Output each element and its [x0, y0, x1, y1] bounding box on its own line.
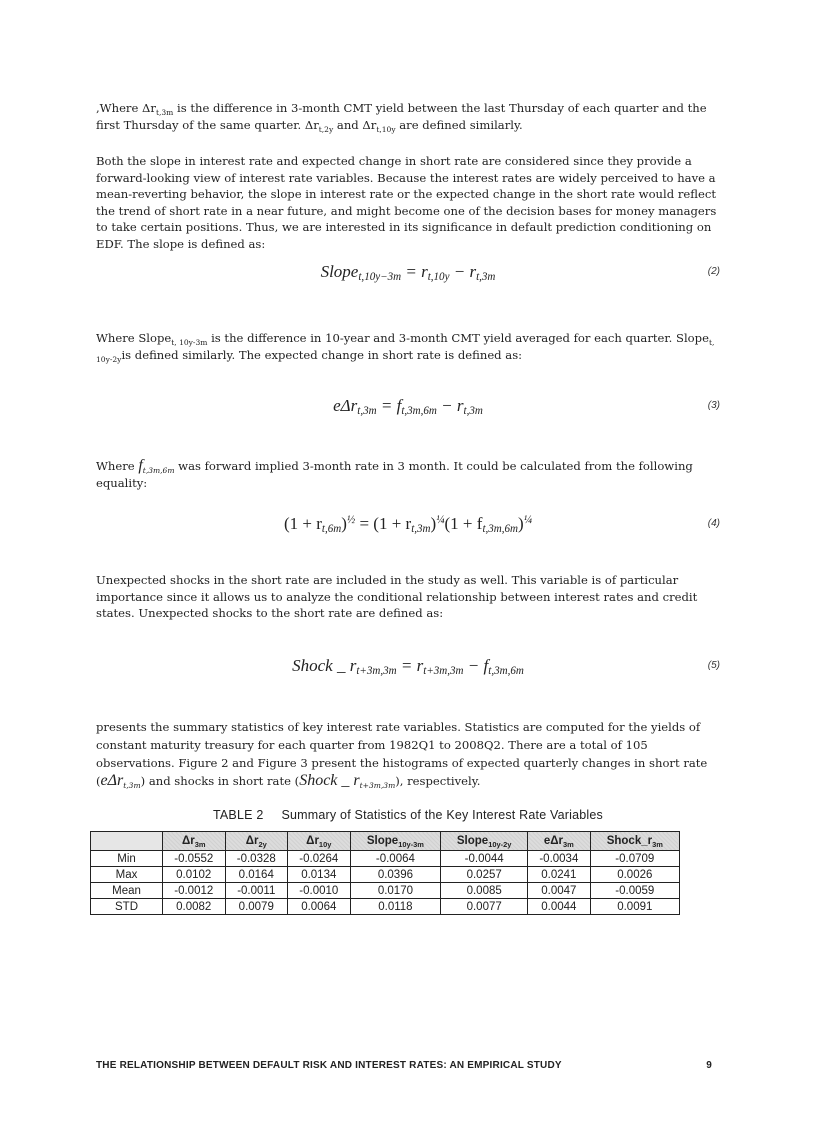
math-term: ) [341, 514, 347, 533]
equation-2 [96, 262, 720, 288]
math-term: = r [401, 262, 428, 281]
subscript: t,3m [463, 405, 483, 417]
equation-2-body [96, 262, 720, 282]
subscript: 2y [324, 124, 334, 134]
math-term: Shock _ r [299, 772, 360, 789]
text: ,Where Δr [96, 101, 156, 115]
paragraph-delta-definition [96, 100, 720, 133]
header-subscript: 3m [194, 840, 206, 849]
table-cell: 0.0091 [590, 899, 679, 915]
math-term: Shock _ r [292, 656, 357, 675]
table-cell: 0.0047 [528, 883, 591, 899]
math-term: Slope [320, 262, 359, 281]
table-title: Summary of Statistics of the Key Interest Rate Variables [281, 808, 603, 822]
subscript: t,3m,6m [482, 523, 519, 535]
footer-title: THE RELATIONSHIP BETWEEN DEFAULT RISK AND INTEREST RATES: AN EMPIRICAL STUDY [96, 1060, 562, 1071]
header-subscript: 2y [258, 840, 267, 849]
header-text: Δr [245, 835, 259, 847]
text: is the difference in 3-month CMT yield between the last Thursday of each quarter and the first Thursday of the same quarter. Δr [96, 101, 707, 132]
table-cell: -0.0328 [225, 851, 288, 867]
subscript: 3m [161, 108, 174, 117]
header-subscript: 10y [318, 840, 332, 849]
header-slope-10y-2y [441, 832, 528, 851]
table-cell: -0.0010 [288, 883, 351, 899]
table-cell: -0.0264 [288, 851, 351, 867]
table-cell: 0.0241 [528, 867, 591, 883]
equation-3 [96, 396, 720, 422]
text: ), respectively. [395, 774, 481, 788]
table-cell: 0.0077 [441, 899, 528, 915]
text: is defined similarly. The expected change in short rate is defined as: [121, 347, 523, 362]
table-row [91, 867, 680, 883]
subscript: t+3m,3m [359, 781, 396, 790]
header-text: eΔr [543, 835, 564, 847]
math-term: = (1 + r [355, 514, 412, 533]
subscript: t+3m,3m [356, 665, 397, 677]
table-cell: -0.0012 [163, 883, 226, 899]
equation-4-body [96, 514, 720, 534]
subscript: t,3m [476, 271, 496, 283]
table-cell: 0.0102 [163, 867, 226, 883]
superscript: ½ [346, 514, 356, 526]
table-row [91, 883, 680, 899]
subscript: t,10y [427, 271, 450, 283]
subscript: t,3m [411, 523, 431, 535]
math-term: − r [449, 262, 477, 281]
table-cell: 0.0044 [528, 899, 591, 915]
table-cell: 0.0064 [288, 899, 351, 915]
header-text: Shock_r [606, 835, 653, 847]
table-cell: -0.0552 [163, 851, 226, 867]
header-subscript: 3m [563, 840, 574, 849]
header-slope-10y-3m [350, 832, 441, 851]
table-cell: 0.0396 [350, 867, 441, 883]
row-label: Mean [91, 883, 163, 899]
subscript: t, [155, 108, 162, 117]
paragraph-unexpected-shocks: Unexpected shocks in the short rate are included in the study as well. This variable is of particular importance since it allows us to analyze the conditional relationship between interest rates and credit states. Unexpected shocks to the short rate are defined as: [96, 573, 698, 620]
equation-4 [96, 514, 720, 540]
subscript: t,6m [321, 523, 342, 535]
row-label: STD [91, 899, 163, 915]
table-cell: -0.0044 [441, 851, 528, 867]
text: was forward implied 3-month rate in 3 month. It could be calculated from the following equality: [96, 459, 693, 490]
text: presents the summary statistics of key interest rate variables. Statistics are computed for the yields of constant maturity treasury for each quarter from 1982Q1 to 2008Q2. There are a total of 105 observations. Figure 2 and Figure 3 present the histograms of expected quarterly changes in short rate ( [96, 720, 708, 788]
table-cell: -0.0059 [590, 883, 679, 899]
equation-3-body [96, 396, 720, 416]
text: Where Slope [96, 331, 172, 345]
header-subscript: 3m [652, 840, 663, 849]
header-e-delta-r-3m [528, 832, 591, 851]
math-term: = r [396, 656, 424, 675]
text: and Δr [333, 117, 377, 132]
text: are defined similarly. [395, 117, 523, 132]
header-blank [91, 832, 163, 851]
header-text: Δr [306, 835, 319, 847]
math-term: − r [436, 396, 464, 415]
math-term: eΔr [333, 396, 358, 415]
subscript: t, [376, 124, 382, 134]
equation-number: (3) [707, 400, 720, 411]
superscript: ¼ [436, 514, 445, 526]
subscript: t,3m [357, 405, 377, 417]
table-row [91, 851, 680, 867]
header-shock-r-3m [590, 832, 679, 851]
equation-5-body [96, 656, 720, 676]
paragraph-slope-motivation: Both the slope in interest rate and expected change in short rate are considered since they provide a forward-looking view of interest rate variables. Because the interest rates are widely perceived to have a mean-reverting behavior, the slope in interest rate or the expected change in the short rate would reflect the trend of short rate in a near future, and might become one of the decision bases for money managers to take certain positions. Thus, we are interested in its significance in default prediction conditioning on EDF. The slope is defined as: [96, 154, 717, 251]
subscript: t,10y−3m [358, 271, 402, 283]
header-subscript: 10y-3m [398, 840, 424, 849]
header-text: Slope [456, 835, 489, 847]
header-delta-r-2y [225, 832, 288, 851]
subscript: 10y [381, 124, 396, 134]
subscript: t, [318, 124, 325, 134]
math-term: (1 + f [444, 514, 483, 533]
table-cell: 0.0026 [590, 867, 679, 883]
equation-number: (5) [707, 660, 720, 671]
superscript: ¼ [523, 514, 533, 526]
header-delta-r-10y [288, 832, 351, 851]
subscript: t,3m,6m [142, 466, 175, 475]
table-cell: 0.0079 [225, 899, 288, 915]
table-cell: 0.0257 [441, 867, 528, 883]
math-term: = f [376, 396, 402, 415]
text: is the difference in 10-year and 3-month CMT yield averaged for each quarter. Slope [207, 331, 709, 345]
header-text: Δr [181, 835, 195, 847]
paragraph-slope-definition [96, 330, 720, 363]
table-cell: -0.0064 [350, 851, 441, 867]
paragraph-forward-rate [96, 458, 720, 491]
math-term: ) [430, 514, 437, 533]
equation-number: (2) [707, 266, 720, 277]
subscript: t, 10y-3m [171, 338, 208, 347]
table-cell: 0.0170 [350, 883, 441, 899]
table-cell: 0.0134 [288, 867, 351, 883]
page-footer [96, 1060, 712, 1071]
header-text: Slope [366, 835, 399, 847]
table-cell: 0.0118 [350, 899, 441, 915]
table-caption [96, 808, 720, 822]
row-label: Max [91, 867, 163, 883]
equation-number: (4) [707, 518, 720, 529]
text: ) and shocks in short rate ( [140, 774, 300, 788]
table-header-row [91, 832, 680, 851]
header-subscript: 10y-2y [488, 840, 512, 849]
subscript: t+3m,3m [423, 665, 464, 677]
math-term: ) [518, 514, 524, 533]
subscript: t,3m,6m [488, 665, 524, 677]
row-label: Min [91, 851, 163, 867]
math-term: eΔr [100, 772, 124, 789]
paragraph-summary-statistics [96, 718, 720, 790]
page-number: 9 [706, 1060, 712, 1071]
math-term: − f [463, 656, 489, 675]
table-cell: -0.0709 [590, 851, 679, 867]
math-term: f [138, 457, 143, 474]
table-cell: -0.0011 [225, 883, 288, 899]
header-delta-r-3m [163, 832, 226, 851]
math-term: (1 + r [283, 514, 322, 533]
table-row [91, 899, 680, 915]
table-cell: -0.0034 [528, 851, 591, 867]
table-cell: 0.0082 [163, 899, 226, 915]
subscript: t,3m,6m [401, 405, 437, 417]
text: Where [96, 459, 139, 473]
equation-5 [96, 656, 720, 682]
summary-statistics-table [90, 831, 680, 915]
table-label: TABLE 2 [212, 808, 264, 822]
table-cell: 0.0085 [441, 883, 528, 899]
subscript: t,3m [123, 781, 141, 790]
subscript: t, 10y-2y [96, 338, 715, 364]
table-cell: 0.0164 [225, 867, 288, 883]
